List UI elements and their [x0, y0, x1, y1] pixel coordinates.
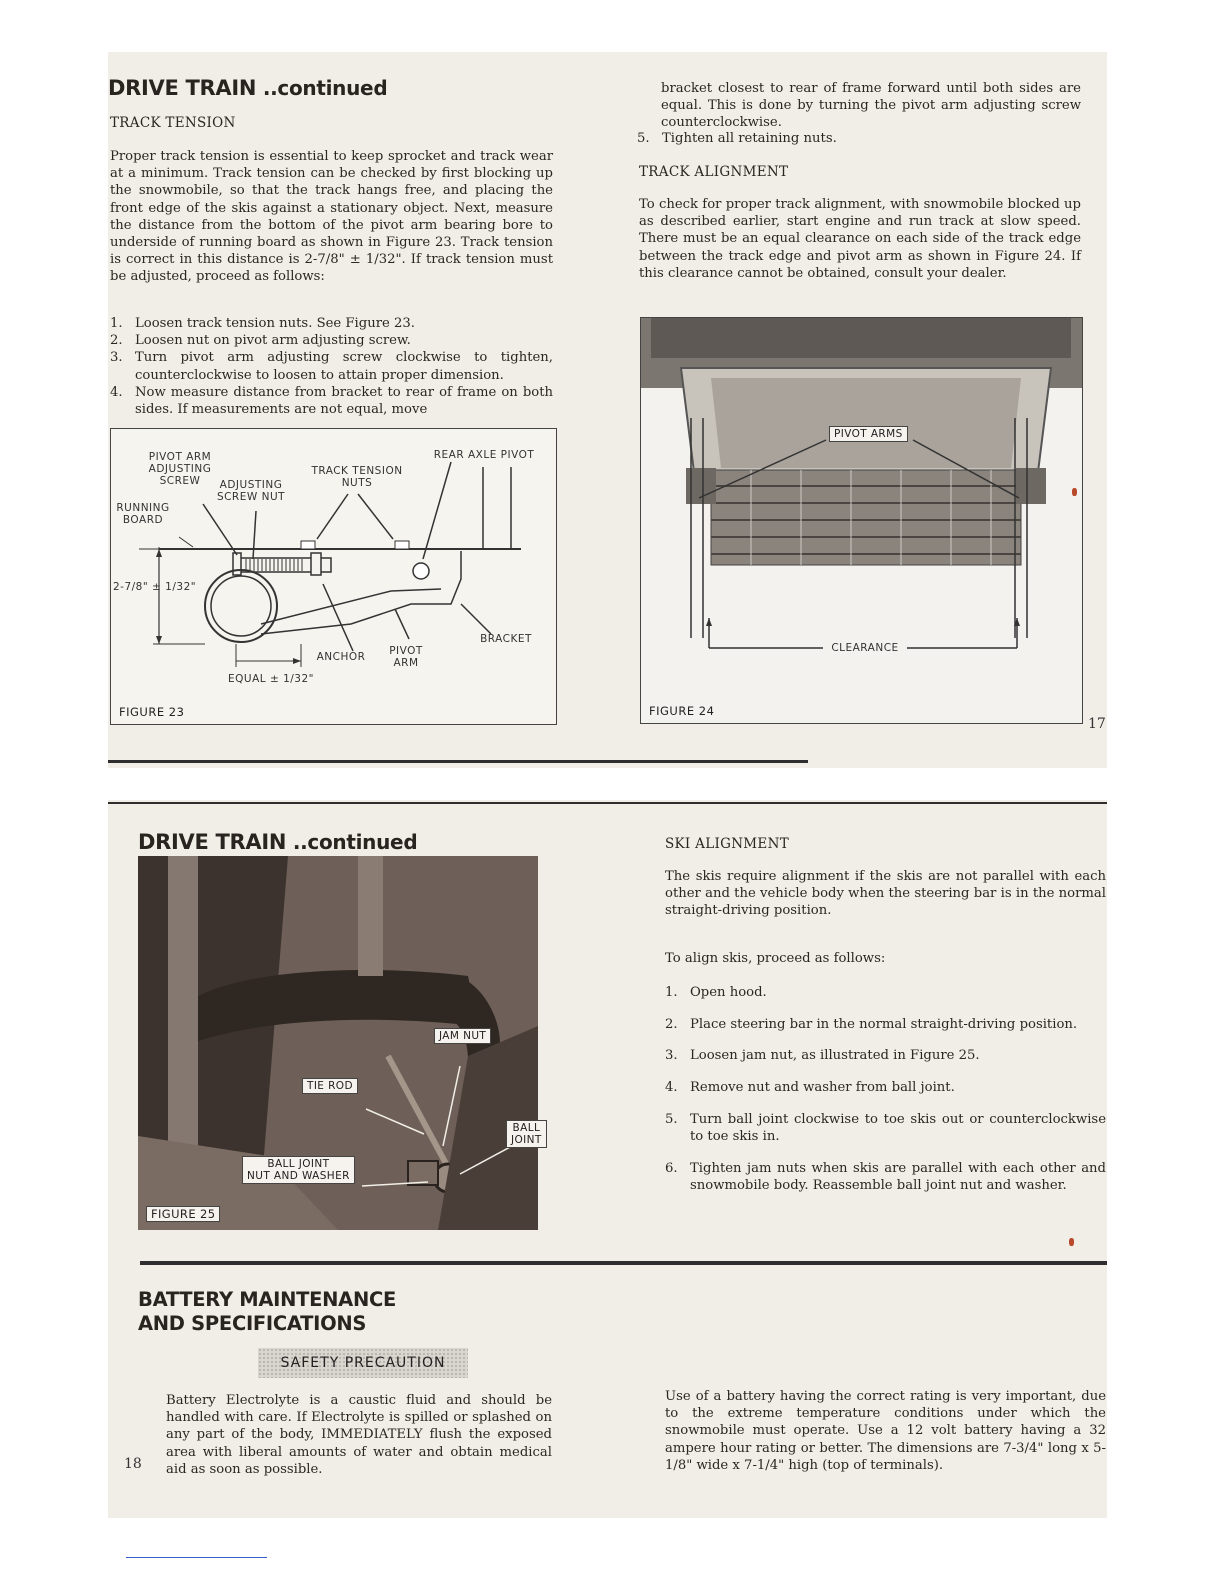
label-pivot-arm: PIVOT ARM	[389, 645, 423, 669]
red-mark	[1069, 1238, 1074, 1246]
section-divider	[140, 1261, 1107, 1265]
battery-heading-line-2: AND SPECIFICATIONS	[138, 1312, 367, 1335]
page-number: 17	[1088, 716, 1106, 732]
page-bottom-rule	[108, 760, 808, 763]
battery-heading	[138, 1288, 396, 1336]
list-item: 1. Loosen track tension nuts. See Figure 23.	[110, 316, 415, 331]
list-item: 3. Turn pivot arm adjusting screw clockwise to tighten, counterclockwise to loosen to attain proper dimension.	[110, 350, 553, 383]
battery-safety-paragraph: Battery Electrolyte is a caustic fluid and should be handled with care. If Electrolyte is spilled or splashed on any part of the body, IMMEDIATELY flush the exposed area with liberal amounts of water and obtain medical aid as soon as possible.	[166, 1393, 552, 1477]
list-item: 2. Place steering bar in the normal straight-driving position.	[665, 1016, 1078, 1032]
list-item: 4. Remove nut and washer from ball joint.	[665, 1080, 955, 1096]
battery-spec-paragraph: Use of a battery having the correct rating is very important, due to the extreme temperature conditions under which the snowmobile must operate. Use a 12 volt battery having a 32 ampere hour rating or better. The dimensions are 7-3/4" long x 5-1/8" wide x 7-1/4" high (top of terminals).	[665, 1389, 1106, 1473]
page-heading	[138, 830, 417, 854]
label-clearance: CLEARANCE	[831, 642, 899, 654]
label-rear-axle-pivot: REAR AXLE PIVOT	[433, 449, 535, 461]
track-photo	[641, 318, 1082, 723]
track-alignment-title: TRACK ALIGNMENT	[639, 164, 789, 180]
page-number: 18	[124, 1456, 142, 1472]
figure-24	[640, 317, 1083, 724]
page-heading	[108, 76, 387, 100]
label-running-board: RUNNING BOARD	[116, 502, 170, 526]
label-pivot-arms: PIVOT ARMS	[829, 426, 908, 442]
label-equal: EQUAL ± 1/32"	[228, 673, 314, 685]
label-track-tension-nuts: TRACK TENSION NUTS	[311, 465, 403, 489]
track-tension-title: TRACK TENSION	[110, 115, 236, 131]
figure-24-caption: FIGURE 24	[649, 704, 715, 718]
manual-page-18	[108, 800, 1107, 1518]
heading-title: DRIVE TRAIN	[138, 830, 287, 854]
figure-23	[110, 428, 557, 725]
step-4-text-continued: bracket closest to rear of frame forward until both sides are equal. This is done by turning the pivot arm adjusting screw counterclockwise.	[661, 81, 1081, 131]
list-item: 4. Now measure distance from bracket to rear of frame on both sides. If measurements are not equal, move	[110, 384, 553, 418]
track-tension-paragraph: Proper track tension is essential to keep sprocket and track wear at a minimum. Track tension can be checked by first blocking up the snowmobile, so that the track hangs free, and placing the front edge of the skis against a stationary object. Next, measure the distance from the bottom of the pivot arm bearing bore to underside of running board as shown in Figure 23. Track tension is correct in this distance is 2-7/8" ± 1/32". If track tension must be adjusted, proceed as follows:	[110, 149, 553, 285]
list-item: 5. Turn ball joint clockwise to toe skis out or counterclockwise to toe skis in.	[665, 1111, 1106, 1145]
label-bracket: BRACKET	[480, 633, 532, 645]
ski-alignment-paragraph: The skis require alignment if the skis are not parallel with each other and the vehicle body when the steering bar is in the normal straight-driving position.	[665, 869, 1106, 919]
label-dimension: 2-7/8" ± 1/32"	[113, 581, 197, 593]
safety-precaution-banner: SAFETY PRECAUTION	[258, 1348, 468, 1378]
track-tension-steps	[110, 315, 553, 418]
battery-heading-line-1: BATTERY MAINTENANCE	[138, 1288, 397, 1311]
figure-23-caption: FIGURE 23	[119, 705, 185, 719]
label-tie-rod: TIE ROD	[302, 1078, 358, 1094]
footer-link-underline	[126, 1557, 267, 1558]
track-tension-steps-continued	[637, 130, 1081, 147]
label-ball-joint-nut-washer: BALL JOINT NUT AND WASHER	[242, 1156, 355, 1184]
list-item: 6. Tighten jam nuts when skis are parallel with each other and snowmobile body. Reassemble ball joint nut and washer.	[665, 1160, 1106, 1193]
track-alignment-paragraph: To check for proper track alignment, with snowmobile blocked up as described earlier, start engine and run track at slow speed. There must be an equal clearance on each side of the track edge between the track edge and pivot arm as shown in Figure 24. If this clearance cannot be obtained, consult your dealer.	[639, 197, 1081, 281]
list-item: 2. Loosen nut on pivot arm adjusting screw.	[110, 333, 411, 349]
list-item: 1. Open hood.	[665, 985, 767, 1000]
figure-25	[138, 856, 542, 1230]
label-jam-nut: JAM NUT	[434, 1028, 491, 1044]
figure-25-caption: FIGURE 25	[146, 1206, 220, 1222]
ski-alignment-intro: To align skis, proceed as follows:	[665, 951, 886, 966]
heading-title: DRIVE TRAIN	[108, 76, 257, 100]
manual-page-17	[108, 52, 1107, 768]
label-anchor: ANCHOR	[316, 651, 366, 663]
step-4-continued	[661, 80, 1081, 132]
label-adjusting-screw-nut: ADJUSTING SCREW NUT	[216, 479, 286, 503]
list-item: 3. Loosen jam nut, as illustrated in Figure 25.	[665, 1048, 980, 1064]
heading-continued: ..continued	[256, 76, 388, 100]
label-pivot-arm-adjusting-screw: PIVOT ARM ADJUSTING SCREW	[148, 451, 212, 487]
ski-alignment-title: SKI ALIGNMENT	[665, 836, 789, 852]
heading-continued: ..continued	[286, 830, 418, 854]
list-item: 5. Tighten all retaining nuts.	[637, 131, 837, 146]
red-mark	[1072, 488, 1077, 496]
label-ball-joint: BALL JOINT	[506, 1120, 547, 1148]
page-top-rule	[108, 802, 1107, 804]
ski-alignment-steps	[665, 984, 1106, 1209]
